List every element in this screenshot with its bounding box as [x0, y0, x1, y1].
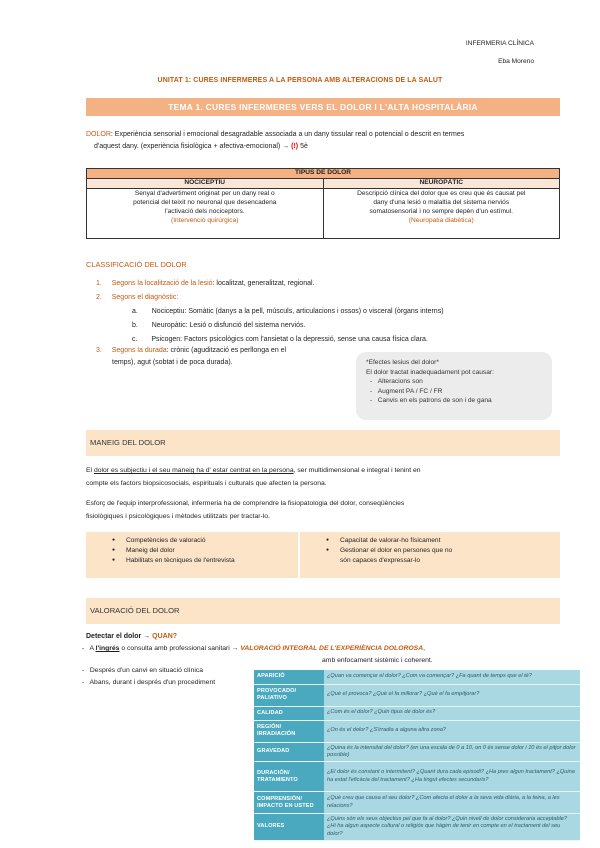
integral-assessment: VALORACIÓ INTEGRAL DE L'EXPERIÈNCIA DOLOROSA	[240, 645, 424, 652]
item-number: 1.	[96, 280, 102, 287]
nociceptive-cell	[87, 189, 324, 239]
sub-item-b	[132, 321, 305, 330]
definition-text-2: d'aquest dany. (experiència fisiològica + afectiva-emocional) →	[94, 143, 290, 150]
when-text: A	[89, 645, 96, 652]
pain-types-table	[86, 168, 560, 239]
p1-underlined: dolor es subjectiu i el seu maneig ha d' estar centrat en la persona	[93, 467, 294, 474]
assessment-value: ¿El dolor és constant o intermitent? ¿Quant dura cada episodi? ¿Ha pres algun tractament? ¿Quina ha estat l'eficàcia del tractament? ¿Ha tingut efectes secundaris?	[324, 762, 580, 792]
neuropathic-cell	[323, 189, 560, 239]
neuropathic-header: NEUROPÀTIC	[323, 179, 560, 189]
effects-item: - Augment PA / FC / FR	[370, 387, 443, 395]
assessment-key: DURACIÓN/ TRATAMIENTO	[254, 762, 324, 792]
assessment-key: PROVOCADO/ PALIATIVO	[254, 684, 324, 706]
competencies-col-2	[298, 532, 560, 578]
assessment-value: ¿Què creu que causa el seu dolor? ¿Com afecta el dolor a la seva vida diària, a la feina, a les relacions?	[324, 792, 580, 814]
sub-letter: a.	[132, 308, 138, 315]
assessment-table	[254, 670, 580, 841]
management-paragraph-2: Esforç de l'equip interprofessional, infermeria ha de comprendre la fisiopatologia del dolor, conseqüències	[86, 500, 405, 507]
definition-label: DOLOR	[86, 131, 111, 138]
effects-item: - Alteracions son	[370, 378, 423, 386]
effects-intro: El dolor tractat inadequadament pot causar:	[366, 368, 494, 376]
assessment-section-band	[86, 598, 560, 624]
effects-title: *Efectes lesius del dolor*	[366, 359, 439, 366]
table-row	[254, 792, 580, 814]
table-row	[254, 670, 580, 684]
pain-types-title: TIPUS DE DOLOR	[87, 169, 560, 179]
detect-label: Detectar el dolor →	[86, 633, 151, 640]
assessment-value: ¿Quina és la intensitat del dolor? (en una escala de 0 a 10, on 0 és sense dolor i 10 és el pitjor dolor possible)	[324, 742, 580, 762]
when-text-comma: ,	[423, 645, 426, 652]
table-row	[254, 742, 580, 762]
nociceptive-line: l'activació dels nociceptors.	[164, 207, 245, 215]
effects-item-text: Canvis en els patrons de son i de gana	[377, 397, 492, 405]
item-label: Segons la localització de la lesió	[111, 280, 213, 287]
table-row	[254, 762, 580, 792]
assessment-value: ¿On és el dolor? ¿S'irradia a alguna altra zona?	[324, 720, 580, 742]
competency-item: ● Gestionar el dolor en persones que no	[326, 546, 554, 556]
item-number: 3.	[96, 347, 102, 354]
item-number: 2.	[96, 294, 102, 301]
when-item-2: - Després d'un canvi en situació clínica	[81, 667, 204, 674]
assessment-key: CALIDAD	[254, 706, 324, 720]
neuropathic-line: Descripció clínica del dolor que es creu que és causat pel	[357, 190, 526, 197]
assessment-key: GRAVEDAD	[254, 742, 324, 762]
assessment-value: ¿Què el provoca? ¿Què el fa millorar? ¿Què el fa empitjorar?	[324, 684, 580, 706]
competencies-box	[86, 532, 560, 578]
sub-text: Nociceptiu: Somàtic (danys a la pell, músculs, articulacions i ossos) o visceral (òrgans interns)	[151, 308, 444, 315]
table-row	[254, 684, 580, 706]
pain-definition-line2	[94, 142, 564, 151]
sub-item-c	[132, 335, 428, 344]
management-paragraph-1	[86, 466, 566, 475]
when-item-1: - A l'ingrés o consulta amb professional sanitari → VALORACIÓ INTEGRAL DE L'EXPERIÈNCIA DOLOROSA,	[81, 645, 426, 652]
assessment-value: ¿Com és el dolor? ¿Quin tipus de dolor és?	[324, 706, 580, 720]
nociceptive-line: Senyal d'advertiment originat per un dany real o	[134, 190, 275, 197]
neuropathic-line: somatosensorial i no sempre depèn d'un estímul.	[369, 207, 513, 215]
classification-item-3-cont: temps), agut (sobtat i de poca durada).	[112, 359, 233, 366]
neuropathic-example: (Neuropatia diabètica)	[408, 216, 474, 224]
sub-letter: c.	[132, 336, 138, 343]
competency-item-cont: són capaces d'expressar-lo	[340, 556, 421, 564]
when-text: o consulta amb professional sanitari →	[119, 645, 239, 652]
when-text: Després d'un canvi en situació clínica	[89, 667, 204, 674]
author-header: Eba Moreno	[498, 58, 534, 65]
item-text: : localitzat, generalitzat, regional.	[212, 280, 315, 287]
neuropathic-line: dany d'una lesió o malaltia del sistema nerviós	[373, 198, 510, 206]
pain-definition	[86, 130, 566, 139]
effects-item-text: Augment PA / FC / FR	[377, 387, 443, 395]
when-label: QUAN?	[152, 633, 178, 640]
competencies-col-1	[86, 532, 298, 578]
classification-item-1	[96, 279, 315, 288]
sub-letter: b.	[132, 322, 138, 329]
table-row	[254, 720, 580, 742]
competency-item: ● Habilitats en tècniques de l'entrevista	[112, 556, 292, 566]
management-paragraph-2-line2: fisiològiques i psicològiques i mètodes utilitzats per tractar-lo.	[86, 513, 270, 520]
effects-item: - Canvis en els patrons de son i de gana	[370, 397, 492, 405]
assessment-value: ¿Quan va començar el dolor? ¿Com va començar? ¿Fa quant de temps que el té?	[324, 670, 580, 684]
warning-mark: (!)	[291, 143, 299, 150]
nociceptive-line: potencial del teixit no neuronal que desencadena	[133, 198, 277, 206]
when-item-3: - Abans, durant i després d'un procediment	[81, 679, 216, 686]
item-label: Segons el diagnòstic	[111, 294, 177, 301]
effects-note-box	[356, 352, 552, 420]
table-row	[254, 706, 580, 720]
definition-text-1: : Experiència sensorial i emocional desagradable associada a un dany tissular real o potencial o descrit en termes	[110, 131, 465, 138]
item-colon: :	[176, 294, 179, 301]
management-paragraph-1-line2: compte els factors biopsicosocials, espirituals i culturals que afecten la persona.	[86, 480, 327, 487]
definition-sign: 5è	[300, 143, 308, 150]
unit-title: UNITAT 1: CURES INFERMERES A LA PERSONA AMB ALTERACIONS DE LA SALUT	[157, 77, 443, 84]
sub-text: Neuropàtic: Lesió o disfunció del sistema nerviós.	[151, 322, 306, 329]
assessment-title: VALORACIÓ DEL DOLOR	[90, 606, 180, 615]
detect-line	[86, 632, 177, 641]
assessment-key: VALORES	[254, 814, 324, 841]
sub-text: Psicogen: Factors psicològics com l'ansietat o la depressió, sense una causa física clara.	[151, 336, 428, 343]
effects-item-text: Alteracions son	[377, 378, 423, 386]
when-item-1-cont: amb enfocament sistèmic i coherent.	[322, 657, 433, 664]
classification-title: CLASSIFICACIÓ DEL DOLOR	[86, 260, 187, 269]
assessment-key: COMPRENSIÓN/ IMPACTO EN USTED	[254, 792, 324, 814]
item-text: : crònic (agudització es perllonga en el	[166, 347, 287, 354]
table-row	[254, 814, 580, 841]
assessment-key: REGIÓN/ IRRADIACIÓN	[254, 720, 324, 742]
when-text: Abans, durant i després d'un procediment	[89, 679, 216, 686]
sub-item-a	[132, 307, 444, 316]
nociceptive-example: (Intervenció quirúrgica)	[171, 216, 239, 224]
when-text-underlined: l'ingrés	[95, 645, 120, 652]
p1-rest: , ser multidimensional e integral i tenint en	[293, 467, 421, 474]
competency-item: ● Competències de valoració	[112, 536, 292, 546]
assessment-value: ¿Quins són els seus objectius pel que fa al dolor? ¿Quin nivell de dolor consideraria acceptable? ¿Hi ha algun aspecte cultural o religiós que hàgim de tenir en compte en el tractament del seu dolor?	[324, 814, 580, 841]
nociceptive-header: NOCICEPTIU	[87, 179, 324, 189]
competency-item: ● Capacitat de valorar-ho físicament	[326, 536, 554, 546]
competency-item: ● Maneig del dolor	[112, 546, 292, 556]
assessment-key: APARICIÓ	[254, 670, 324, 684]
management-title: MANEIG DEL DOLOR	[90, 438, 166, 447]
item-label: Segons la durada	[111, 347, 167, 354]
classification-item-3	[96, 346, 286, 355]
topic-title-banner: TEMA 1. CURES INFERMERES VERS EL DOLOR I L'ALTA HOSPITALÀRIA	[86, 98, 560, 116]
subject-header: INFERMERIA CLÍNICA	[465, 40, 534, 47]
p1-start: El	[86, 467, 94, 474]
classification-item-2	[96, 293, 178, 302]
management-section-band	[86, 430, 560, 456]
